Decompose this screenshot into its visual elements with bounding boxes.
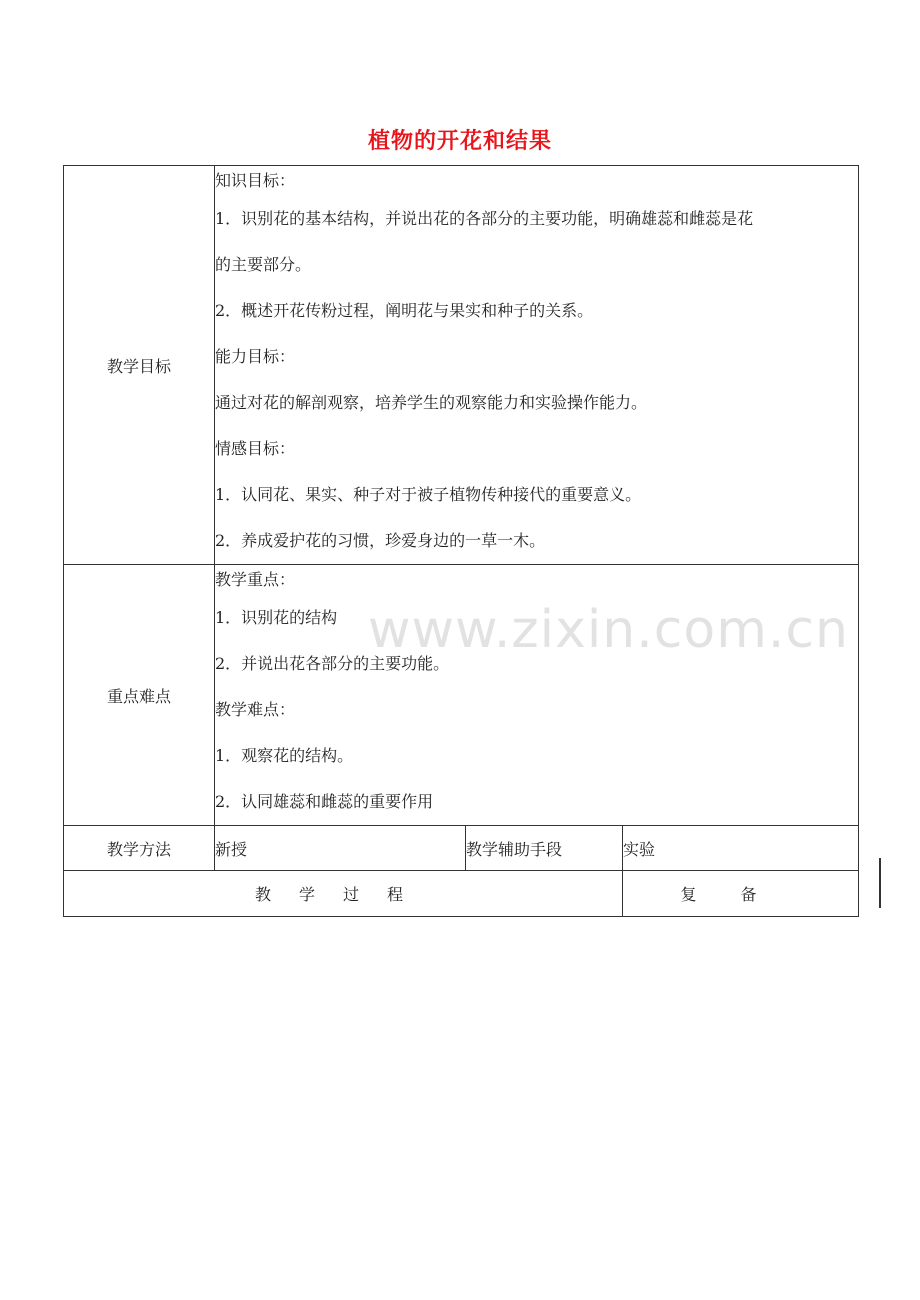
objective-line: 知识目标： bbox=[215, 171, 296, 190]
objective-line: 2．概述开花传粉过程，阐明花与果实和种子的关系。 bbox=[215, 301, 594, 320]
process-label: 教学过程 bbox=[64, 871, 623, 917]
objective-line: 的主要部分。 bbox=[215, 255, 312, 274]
key-point-line: 教学重点： bbox=[215, 570, 296, 589]
key-point-line: 2．认同雄蕊和雌蕊的重要作用 bbox=[215, 792, 434, 811]
key-point-line: 教学难点： bbox=[215, 700, 296, 719]
watermark: www.zixin.com.cn bbox=[368, 600, 849, 660]
objective-line: 1．识别花的基本结构，并说出花的各部分的主要功能，明确雄蕊和雌蕊是花 bbox=[215, 209, 754, 228]
key-point-line: 1．观察花的结构。 bbox=[215, 746, 354, 765]
objectives-row bbox=[64, 166, 859, 565]
key-points-content bbox=[215, 565, 859, 826]
key-point-line: 2．并说出花各部分的主要功能。 bbox=[215, 654, 450, 673]
objectives-label: 教学目标 bbox=[64, 166, 215, 565]
objective-line: 能力目标： bbox=[215, 347, 296, 366]
aids-label: 教学辅助手段 bbox=[466, 826, 623, 871]
margin-mark bbox=[879, 858, 881, 908]
method-row bbox=[64, 826, 859, 871]
objective-line: 情感目标： bbox=[215, 439, 296, 458]
objectives-content bbox=[215, 166, 859, 565]
method-label: 教学方法 bbox=[64, 826, 215, 871]
method-value: 新授 bbox=[215, 826, 466, 871]
objective-line: 2．养成爱护花的习惯，珍爱身边的一草一木。 bbox=[215, 531, 546, 550]
aids-value: 实验 bbox=[623, 826, 859, 871]
key-point-line: 1．识别花的结构 bbox=[215, 608, 338, 627]
lesson-plan-table bbox=[63, 165, 859, 917]
objective-line: 通过对花的解剖观察，培养学生的观察能力和实验操作能力。 bbox=[215, 393, 648, 412]
key-points-row bbox=[64, 565, 859, 826]
objective-line: 1．认同花、果实、种子对于被子植物传种接代的重要意义。 bbox=[215, 485, 642, 504]
process-row bbox=[64, 871, 859, 917]
prep-label: 复备 bbox=[623, 871, 859, 917]
document-title: 植物的开花和结果 bbox=[367, 129, 552, 154]
key-points-label: 重点难点 bbox=[64, 565, 215, 826]
